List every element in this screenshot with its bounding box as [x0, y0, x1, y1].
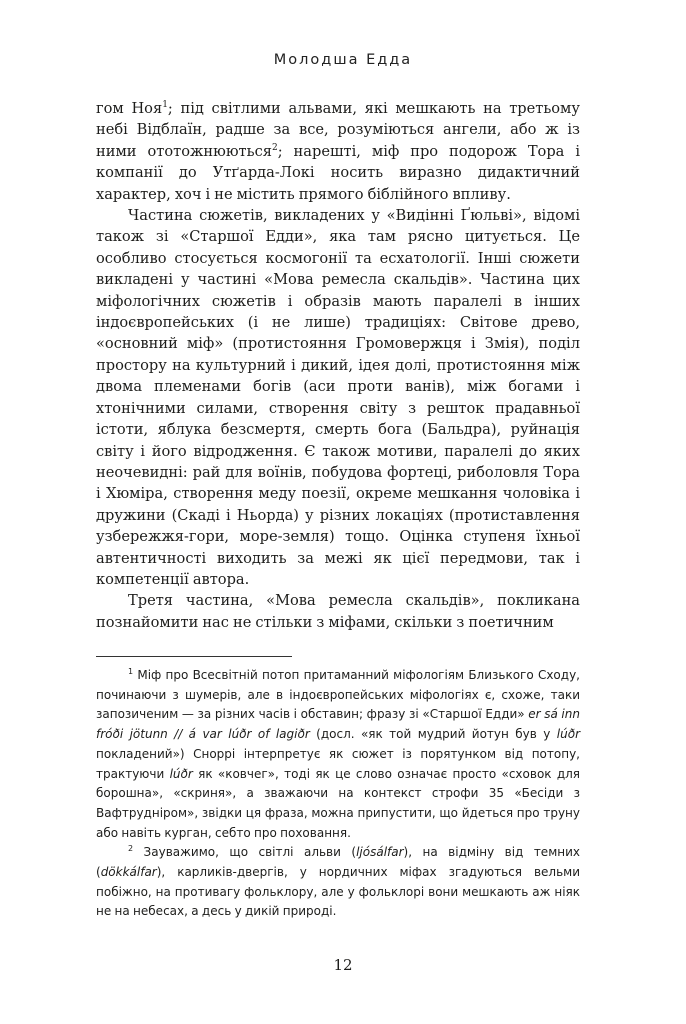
footnote-1	[96, 666, 580, 843]
page-number: 12	[333, 956, 353, 974]
old-norse-term: lúðr	[556, 727, 580, 742]
text-span: ), карликів-двергів, у нордичних міфах згадуються вельми побіжно, на противагу фольклору, але у фольклорі вони мешкають аж ніяк не на небесах, а десь у дикій природі.	[96, 865, 580, 919]
text-span: покладений») Сноррі інтерпретує як сюжет із порятунком від потопу, трактуючи	[96, 746, 580, 781]
old-norse-term: ljósálfar	[356, 845, 404, 860]
old-norse-term: dökkálfar	[100, 865, 157, 880]
text-span: (досл. «як той мудрий йотун був у	[309, 727, 557, 742]
running-head: Молодша Едда	[273, 52, 413, 68]
text-span: ), на відміну від темних (	[96, 845, 580, 880]
paragraph-2: Частина сюжетів, викладених у «Видінні Ґюльві», відомі також зі «Старшої Едди», яка там рясно цитується. Це особливо стосується космогонії та есхатології. Інші сюжети викладені у частині «Мова ремесла скальдів». Частина цих міфологічних сюжетів і образів мають паралелі в інших індоєвропейських (і не лише) традиціях: Світове древо, «основний міф» (протистояння Громовержця і Змія), поділ простору на культурний і дикий, ідея долі, протистояння між двома племенами богів (аси проти ванів), між богами і хтонічними силами, створення світу з решток прадавньої істоти, яблука безсмертя, смерть бога (Бальдра), руйнація світу і його відродження. Є також мотиви, паралелі до яких неочевидні: рай для воїнів, побудова фортеці, риболовля Тора і Хюміра, створення меду поезії, окреме мешкання чоловіка і дружини (Скаді і Ньорда) у різних локаціях (протиставлення узбережжя-гори, море-земля) тощо. Оцінка ступеня їхньої автентичності виходить за межі як цієї передмови, так і компетенції автора.	[96, 207, 580, 588]
text-span: ; під світлими альвами, які мешкають на третьому небі Відблаїн, радше за все, розуміються ангели, або ж із ними ототожнюються	[96, 100, 580, 160]
footnote-marker: 1	[128, 667, 134, 676]
text-span: Зауважимо, що світлі альви (	[133, 845, 357, 860]
footnote-ref-2[interactable]: 2	[271, 142, 278, 153]
main-text	[96, 98, 580, 633]
footnote-marker: 2	[128, 844, 134, 854]
footnote-2	[96, 843, 580, 922]
footnotes	[96, 666, 580, 922]
text-span: ; нарешті, міф про подорож Тора і компанії до Утґарда-Локі носить виразно дидактичний характер, хоч і не містить прямого біблійного впливу.	[96, 142, 580, 203]
text-span: як «ковчег», тоді як це слово означає просто «сховок для борошна», «скриня», а зважаючи на контекст строфи 35 «Бесіди з Вафтрудніром», звідки ця фраза, можна припустити, що йдеться про труну або навіть курган, себто про поховання.	[96, 766, 581, 840]
text-span: гом Ноя	[96, 100, 163, 117]
footnote-ref-1[interactable]: 1	[162, 100, 168, 111]
text-span: Міф про Всесвітній потоп притаманний міфологіям Близького Сходу, починаючи з шумерів, але в індоєвропейських міфологіях є, схоже, таки запозиченим — за різних часів і обставин; фразу зі «Старшої Едди»	[96, 668, 580, 722]
paragraph-1	[96, 98, 580, 205]
old-norse-term: lúðr	[169, 766, 193, 781]
paragraph-3: Третя частина, «Мова ремесла скальдів», покликана познайомити нас не стільки з міфами, скільки з поетичним	[96, 592, 580, 631]
old-norse-quote: er sá inn fróði jötunn // á var lúðr of lagiðr	[96, 707, 580, 742]
footnote-divider	[96, 656, 292, 657]
